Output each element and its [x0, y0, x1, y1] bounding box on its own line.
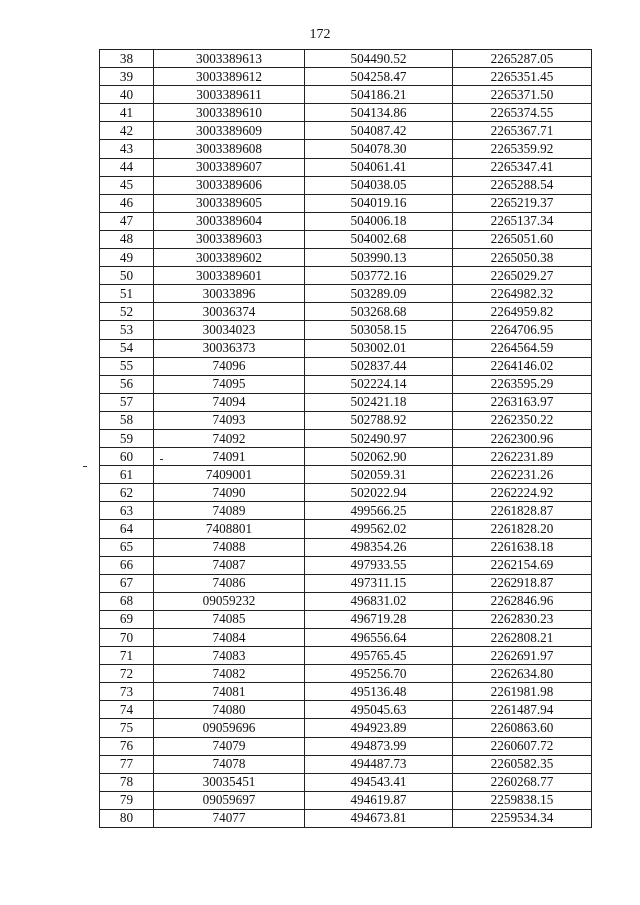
- coordinates-table: [99, 49, 592, 828]
- point-id-cell: 74085: [154, 610, 305, 628]
- point-id-cell: 30034023: [154, 321, 305, 339]
- row-index-cell: 41: [100, 104, 154, 122]
- x-coordinate-cell: 504186.21: [305, 86, 453, 104]
- row-index-cell: 42: [100, 122, 154, 140]
- table-row: [100, 502, 592, 520]
- table-row: [100, 357, 592, 375]
- table-row: [100, 86, 592, 104]
- y-coordinate-cell: 2263595.29: [453, 375, 592, 393]
- y-coordinate-cell: 2262154.69: [453, 556, 592, 574]
- point-id-cell: 74086: [154, 574, 305, 592]
- point-id-cell: 74084: [154, 629, 305, 647]
- y-coordinate-cell: 2265029.27: [453, 267, 592, 285]
- point-id-cell: 3003389604: [154, 212, 305, 230]
- table-row: [100, 647, 592, 665]
- row-index-cell: 62: [100, 484, 154, 502]
- x-coordinate-cell: 504087.42: [305, 122, 453, 140]
- x-coordinate-cell: 502022.94: [305, 484, 453, 502]
- point-id-cell: 3003389610: [154, 104, 305, 122]
- table-row: [100, 267, 592, 285]
- y-coordinate-cell: 2262300.96: [453, 429, 592, 447]
- row-index-cell: 40: [100, 86, 154, 104]
- row-index-cell: 79: [100, 791, 154, 809]
- point-id-cell: 30033896: [154, 285, 305, 303]
- table-row: [100, 122, 592, 140]
- row-index-cell: 49: [100, 249, 154, 267]
- point-id-cell: 74082: [154, 665, 305, 683]
- table-row: [100, 104, 592, 122]
- x-coordinate-cell: 504038.05: [305, 176, 453, 194]
- x-coordinate-cell: 503002.01: [305, 339, 453, 357]
- point-id-cell: 3003389611: [154, 86, 305, 104]
- table-row: [100, 556, 592, 574]
- x-coordinate-cell: 499566.25: [305, 502, 453, 520]
- point-id-cell: 74081: [154, 683, 305, 701]
- table-row: [100, 809, 592, 827]
- x-coordinate-cell: 502059.31: [305, 466, 453, 484]
- y-coordinate-cell: 2262350.22: [453, 411, 592, 429]
- point-id-cell: 3003389609: [154, 122, 305, 140]
- table-row: [100, 592, 592, 610]
- table-row: [100, 429, 592, 447]
- x-coordinate-cell: 495256.70: [305, 665, 453, 683]
- row-index-cell: 58: [100, 411, 154, 429]
- y-coordinate-cell: 2265219.37: [453, 194, 592, 212]
- row-index-cell: 56: [100, 375, 154, 393]
- x-coordinate-cell: 504006.18: [305, 212, 453, 230]
- y-coordinate-cell: 2259534.34: [453, 809, 592, 827]
- point-id-cell: 30036373: [154, 339, 305, 357]
- x-coordinate-cell: 498354.26: [305, 538, 453, 556]
- x-coordinate-cell: 502224.14: [305, 375, 453, 393]
- x-coordinate-cell: 503268.68: [305, 303, 453, 321]
- x-coordinate-cell: 495045.63: [305, 701, 453, 719]
- y-coordinate-cell: 2264146.02: [453, 357, 592, 375]
- row-index-cell: 53: [100, 321, 154, 339]
- row-index-cell: 48: [100, 230, 154, 248]
- y-coordinate-cell: 2261981.98: [453, 683, 592, 701]
- y-coordinate-cell: 2264959.82: [453, 303, 592, 321]
- table-row: [100, 303, 592, 321]
- table-row: [100, 158, 592, 176]
- x-coordinate-cell: 499562.02: [305, 520, 453, 538]
- point-id-cell: 74089: [154, 502, 305, 520]
- x-coordinate-cell: 494873.99: [305, 737, 453, 755]
- row-index-cell: 70: [100, 629, 154, 647]
- table-row: [100, 538, 592, 556]
- row-index-cell: 45: [100, 176, 154, 194]
- x-coordinate-cell: 494673.81: [305, 809, 453, 827]
- point-id-cell: 74077: [154, 809, 305, 827]
- table-row: [100, 321, 592, 339]
- row-index-cell: 54: [100, 339, 154, 357]
- row-index-cell: 68: [100, 592, 154, 610]
- point-id-cell: 3003389601: [154, 267, 305, 285]
- x-coordinate-cell: 497311.15: [305, 574, 453, 592]
- point-id-cell: 30035451: [154, 773, 305, 791]
- row-index-cell: 46: [100, 194, 154, 212]
- x-coordinate-cell: 496556.64: [305, 629, 453, 647]
- row-index-cell: 64: [100, 520, 154, 538]
- y-coordinate-cell: 2265374.55: [453, 104, 592, 122]
- row-index-cell: 78: [100, 773, 154, 791]
- table-row: [100, 140, 592, 158]
- x-coordinate-cell: 494619.87: [305, 791, 453, 809]
- table-row: [100, 50, 592, 68]
- point-id-cell: 7409001: [154, 466, 305, 484]
- point-id-cell: 74092: [154, 429, 305, 447]
- row-index-cell: 57: [100, 393, 154, 411]
- x-coordinate-cell: 504258.47: [305, 68, 453, 86]
- table-row: [100, 194, 592, 212]
- table-row: [100, 285, 592, 303]
- row-index-cell: 66: [100, 556, 154, 574]
- table-row: [100, 230, 592, 248]
- x-coordinate-cell: 502062.90: [305, 448, 453, 466]
- coordinates-table-body: [100, 50, 592, 828]
- row-index-cell: 74: [100, 701, 154, 719]
- point-id-cell: 74095: [154, 375, 305, 393]
- x-coordinate-cell: 503990.13: [305, 249, 453, 267]
- row-index-cell: 76: [100, 737, 154, 755]
- table-row: [100, 411, 592, 429]
- point-id-cell: 7408801: [154, 520, 305, 538]
- row-index-cell: 59: [100, 429, 154, 447]
- row-index-cell: 47: [100, 212, 154, 230]
- table-row: [100, 466, 592, 484]
- y-coordinate-cell: 2264982.32: [453, 285, 592, 303]
- x-coordinate-cell: 503289.09: [305, 285, 453, 303]
- point-id-cell: 3003389608: [154, 140, 305, 158]
- x-coordinate-cell: 494543.41: [305, 773, 453, 791]
- row-index-cell: 39: [100, 68, 154, 86]
- y-coordinate-cell: 2261828.20: [453, 520, 592, 538]
- y-coordinate-cell: 2260863.60: [453, 719, 592, 737]
- point-id-cell: 74087: [154, 556, 305, 574]
- row-index-cell: 80: [100, 809, 154, 827]
- y-coordinate-cell: 2262224.92: [453, 484, 592, 502]
- x-coordinate-cell: 503772.16: [305, 267, 453, 285]
- row-index-cell: 38: [100, 50, 154, 68]
- y-coordinate-cell: 2261828.87: [453, 502, 592, 520]
- point-id-cell: 30036374: [154, 303, 305, 321]
- x-coordinate-cell: 502837.44: [305, 357, 453, 375]
- table-row: [100, 520, 592, 538]
- table-row: [100, 773, 592, 791]
- x-coordinate-cell: 504019.16: [305, 194, 453, 212]
- point-id-cell: 74093: [154, 411, 305, 429]
- table-row: [100, 249, 592, 267]
- y-coordinate-cell: 2265359.92: [453, 140, 592, 158]
- y-coordinate-cell: 2265351.45: [453, 68, 592, 86]
- table-row: [100, 610, 592, 628]
- y-coordinate-cell: 2260607.72: [453, 737, 592, 755]
- x-coordinate-cell: 504002.68: [305, 230, 453, 248]
- point-id-cell: 74090: [154, 484, 305, 502]
- table-row: [100, 683, 592, 701]
- y-coordinate-cell: 2265371.50: [453, 86, 592, 104]
- row-index-cell: 52: [100, 303, 154, 321]
- point-id-cell: 3003389605: [154, 194, 305, 212]
- table-row: [100, 701, 592, 719]
- y-coordinate-cell: 2265287.05: [453, 50, 592, 68]
- x-coordinate-cell: 503058.15: [305, 321, 453, 339]
- x-coordinate-cell: 497933.55: [305, 556, 453, 574]
- table-row: [100, 448, 592, 466]
- point-id-cell: 09059232: [154, 592, 305, 610]
- y-coordinate-cell: 2260582.35: [453, 755, 592, 773]
- point-id-cell: 09059696: [154, 719, 305, 737]
- x-coordinate-cell: 502490.97: [305, 429, 453, 447]
- y-coordinate-cell: 2264706.95: [453, 321, 592, 339]
- y-coordinate-cell: 2265367.71: [453, 122, 592, 140]
- row-index-cell: 44: [100, 158, 154, 176]
- point-id-cell: 3003389603: [154, 230, 305, 248]
- table-row: [100, 68, 592, 86]
- y-coordinate-cell: 2265347.41: [453, 158, 592, 176]
- y-coordinate-cell: 2265137.34: [453, 212, 592, 230]
- point-id-cell: 74078: [154, 755, 305, 773]
- row-index-cell: 71: [100, 647, 154, 665]
- point-id-cell: 09059697: [154, 791, 305, 809]
- x-coordinate-cell: 494923.89: [305, 719, 453, 737]
- x-coordinate-cell: 504061.41: [305, 158, 453, 176]
- point-id-cell: 74094: [154, 393, 305, 411]
- x-coordinate-cell: 494487.73: [305, 755, 453, 773]
- point-id-cell: 74079: [154, 737, 305, 755]
- x-coordinate-cell: 495136.48: [305, 683, 453, 701]
- table-row: [100, 719, 592, 737]
- row-index-cell: 73: [100, 683, 154, 701]
- y-coordinate-cell: 2262231.26: [453, 466, 592, 484]
- point-id-cell: 74096: [154, 357, 305, 375]
- y-coordinate-cell: 2262691.97: [453, 647, 592, 665]
- point-id-cell: 74080: [154, 701, 305, 719]
- x-coordinate-cell: 504490.52: [305, 50, 453, 68]
- table-row: [100, 665, 592, 683]
- y-coordinate-cell: 2264564.59: [453, 339, 592, 357]
- y-coordinate-cell: 2261487.94: [453, 701, 592, 719]
- table-row: [100, 375, 592, 393]
- point-id-cell: 3003389606: [154, 176, 305, 194]
- y-coordinate-cell: 2262918.87: [453, 574, 592, 592]
- stray-mark-left: [83, 466, 87, 467]
- y-coordinate-cell: 2262846.96: [453, 592, 592, 610]
- table-row: [100, 574, 592, 592]
- x-coordinate-cell: 496719.28: [305, 610, 453, 628]
- y-coordinate-cell: 2265288.54: [453, 176, 592, 194]
- table-row: [100, 791, 592, 809]
- row-index-cell: 67: [100, 574, 154, 592]
- table-row: [100, 755, 592, 773]
- row-index-cell: 75: [100, 719, 154, 737]
- y-coordinate-cell: 2263163.97: [453, 393, 592, 411]
- row-index-cell: 55: [100, 357, 154, 375]
- point-id-cell: 3003389612: [154, 68, 305, 86]
- y-coordinate-cell: 2265050.38: [453, 249, 592, 267]
- table-row: [100, 176, 592, 194]
- y-coordinate-cell: 2265051.60: [453, 230, 592, 248]
- row-index-cell: 72: [100, 665, 154, 683]
- row-index-cell: 63: [100, 502, 154, 520]
- table-row: [100, 629, 592, 647]
- row-index-cell: 60: [100, 448, 154, 466]
- y-coordinate-cell: 2261638.18: [453, 538, 592, 556]
- point-id-cell: 74091: [154, 448, 305, 466]
- point-id-cell: 3003389613: [154, 50, 305, 68]
- row-index-cell: 69: [100, 610, 154, 628]
- table-row: [100, 393, 592, 411]
- table-row: [100, 339, 592, 357]
- y-coordinate-cell: 2262808.21: [453, 629, 592, 647]
- point-id-cell: 3003389607: [154, 158, 305, 176]
- table-row: [100, 737, 592, 755]
- y-coordinate-cell: 2262830.23: [453, 610, 592, 628]
- row-index-cell: 43: [100, 140, 154, 158]
- x-coordinate-cell: 504134.86: [305, 104, 453, 122]
- row-index-cell: 61: [100, 466, 154, 484]
- row-index-cell: 77: [100, 755, 154, 773]
- y-coordinate-cell: 2260268.77: [453, 773, 592, 791]
- row-index-cell: 50: [100, 267, 154, 285]
- table-row: [100, 212, 592, 230]
- row-index-cell: 65: [100, 538, 154, 556]
- page-number: 172: [309, 27, 331, 42]
- point-id-cell: 3003389602: [154, 249, 305, 267]
- table-row: [100, 484, 592, 502]
- x-coordinate-cell: 496831.02: [305, 592, 453, 610]
- x-coordinate-cell: 504078.30: [305, 140, 453, 158]
- point-id-cell: 74083: [154, 647, 305, 665]
- x-coordinate-cell: 502421.18: [305, 393, 453, 411]
- row-index-cell: 51: [100, 285, 154, 303]
- y-coordinate-cell: 2259838.15: [453, 791, 592, 809]
- x-coordinate-cell: 502788.92: [305, 411, 453, 429]
- y-coordinate-cell: 2262231.89: [453, 448, 592, 466]
- x-coordinate-cell: 495765.45: [305, 647, 453, 665]
- y-coordinate-cell: 2262634.80: [453, 665, 592, 683]
- point-id-cell: 74088: [154, 538, 305, 556]
